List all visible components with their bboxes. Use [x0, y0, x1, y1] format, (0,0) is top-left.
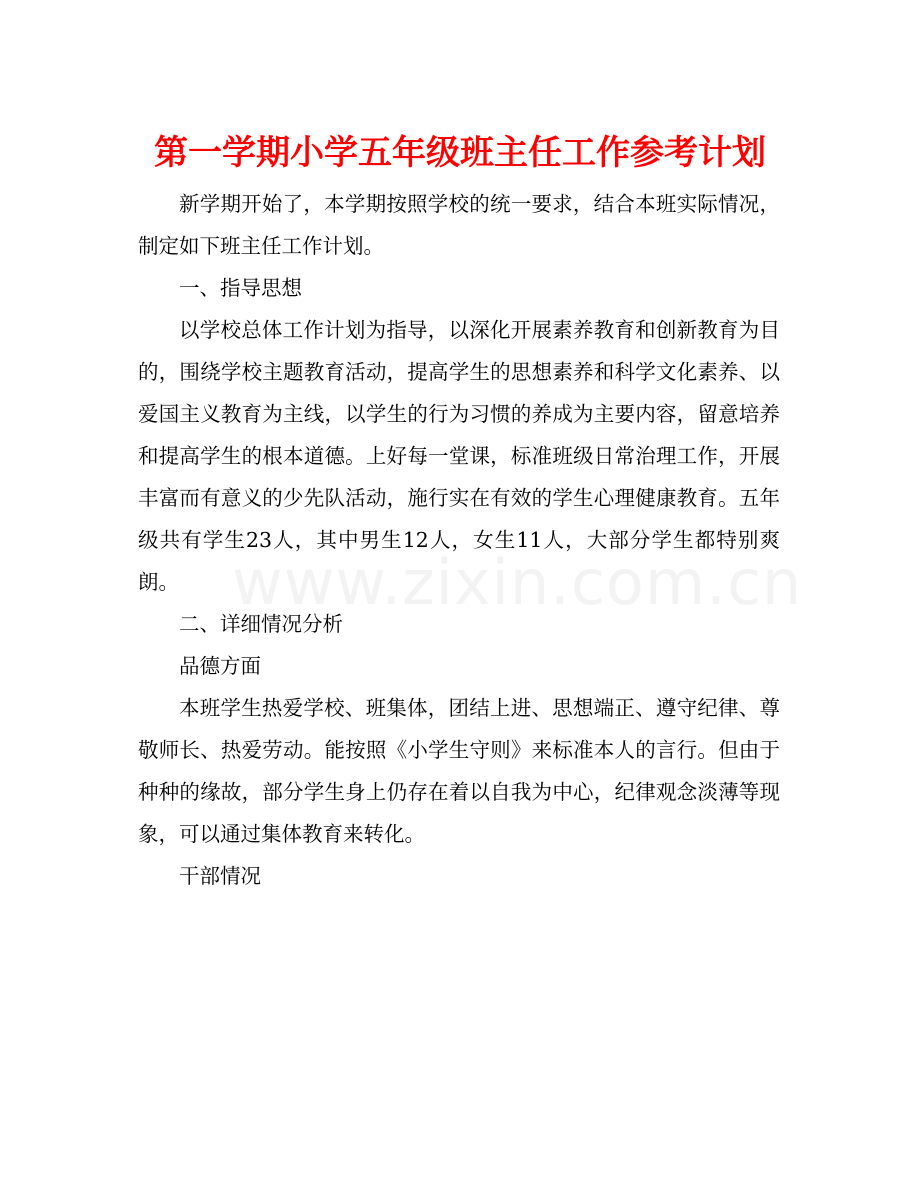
intro-paragraph: 新学期开始了，本学期按照学校的统一要求，结合本班实际情况，制定如下班主任工作计划。: [138, 192, 780, 258]
moral-character-paragraph: 本班学生热爱学校、班集体，团结上进、思想端正、遵守纪律、尊敬师长、热爱劳动。能按照《小学生守则》来标准本人的言行。但由于种种的缘故，部分学生身上仍存在着以自我为中心，纪律观念淡薄等现象，可以通过集体教育来转化。: [138, 696, 780, 846]
document-body: [138, 183, 780, 897]
subheading-class-cadres: 干部情况: [179, 864, 261, 888]
section-heading-situation-analysis: 二、详细情况分析: [179, 612, 343, 636]
document-title: 第一学期小学五年级班主任工作参考计划: [154, 133, 766, 173]
guiding-thought-paragraph: 以学校总体工作计划为指导，以深化开展素养教育和创新教育为目的，围绕学校主题教育活动，提高学生的思想素养和科学文化素养、以爱国主义教育为主线，以学生的行为习惯的养成为主要内容，留意培养和提高学生的根本道德。上好每一堂课，标准班级日常治理工作，开展丰富而有意义的少先队活动，施行实在有效的学生心理健康教育。五年级共有学生23人，其中男生12人，女生11人，大部分学生都特别爽朗。: [138, 318, 780, 594]
watermark: www.zixin.com.cn: [232, 546, 803, 619]
subheading-moral-character: 品德方面: [179, 654, 261, 678]
section-heading-guiding-thought: 一、指导思想: [179, 276, 302, 300]
